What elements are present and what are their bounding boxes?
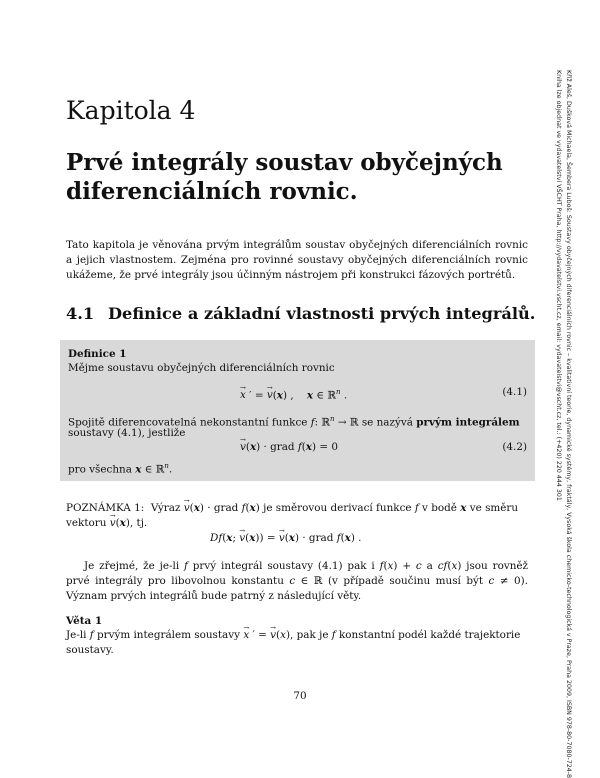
- equation-number-4-2: (4.2): [502, 441, 527, 453]
- definition-line3: pro všechna x ∈ ℝ$^n$.: [68, 462, 173, 476]
- theorem-heading: Věta 1: [66, 615, 103, 627]
- definition-line1: Mějme soustavu obyčejných diferenciálních rovnic: [68, 362, 335, 374]
- definition-heading: Definice 1: [68, 348, 127, 360]
- chapter-label: Kapitola 4: [66, 96, 196, 125]
- definition-line2: Spojitě diferencovatelná nekonstantní funkce f: ℝ$^n$ → ℝ se nazývá prvým integrálem: [68, 415, 520, 429]
- definition-line2-cont: soustavy (4.1), jestliže: [68, 427, 186, 439]
- section-heading: [66, 304, 535, 324]
- remark-paragraph: POZNÁMKA 1: Výraz → v(x) · grad f(x) je směrovou derivací funkce f v bodě x ve směru vektoru → v(x), tj.: [66, 501, 528, 531]
- equation-number-4-1: (4.1): [502, 386, 527, 398]
- definition-box: [60, 340, 535, 481]
- page-number: 70: [293, 690, 307, 702]
- equation-4-1: → x ′ = → v(x) , x ∈ ℝ$^n$ .: [240, 385, 347, 403]
- section-number: 4.1: [66, 304, 95, 323]
- intro-paragraph: Tato kapitola je věnována prvým integrálům soustav obyčejných diferenciálních rovnic a jejich vlastnostem. Zejména pro rovinné soustavy obyčejných diferenciálních rovnic ukážeme, že prvé integrály jsou účinným nástrojem při konstrukci fázových portrétů.: [66, 239, 528, 281]
- equation-4-2: → v(x) · grad f(x) = 0: [240, 440, 338, 455]
- equation-directional-derivative: Df(x; → v(x)) = → v(x) · grad f(x) .: [210, 531, 362, 546]
- theorem-text: Je-li f prvým integrálem soustavy → x ′ = → v(x), pak je f konstantní podél každé trajektorie soustavy.: [66, 628, 528, 658]
- sidebar-line-1: Kříž Aleš, Dušková Michaela, Šembera Luboš: Soustavy obyčejných diferenciálních rovnic – kvalitativní teorie, dynamické systémy, fraktály, Vysoká škola chemicko-technologická v Praze, Praha 2009, ISBN 978-80-7080-724-8: [565, 70, 572, 778]
- body-paragraph: Je zřejmé, že je-li f prvý integrál soustavy (4.1) pak i f(x) + c a cf(x) jsou rovněž prvé integrály pro libovolnou konstantu c ∈ ℝ (v případě součinu musí být c ≠ 0). Význam prvých integrálů bude patrný z následující věty.: [66, 560, 529, 602]
- sidebar-line-2: Kniha lze objednat ve vydavatelství VŠCHT Praha, http://vydavatelstvi.vscht.cz, email: vydavatelstvi@vscht.cz, tel.: (+420) 220 444 301: [555, 70, 562, 501]
- chapter-title: Prvé integrály soustav obyčejných diferenciálních rovnic.: [66, 149, 503, 205]
- section-title: Definice a základní vlastnosti prvých integrálů.: [108, 304, 536, 323]
- copyright-sidebar: [545, 70, 573, 778]
